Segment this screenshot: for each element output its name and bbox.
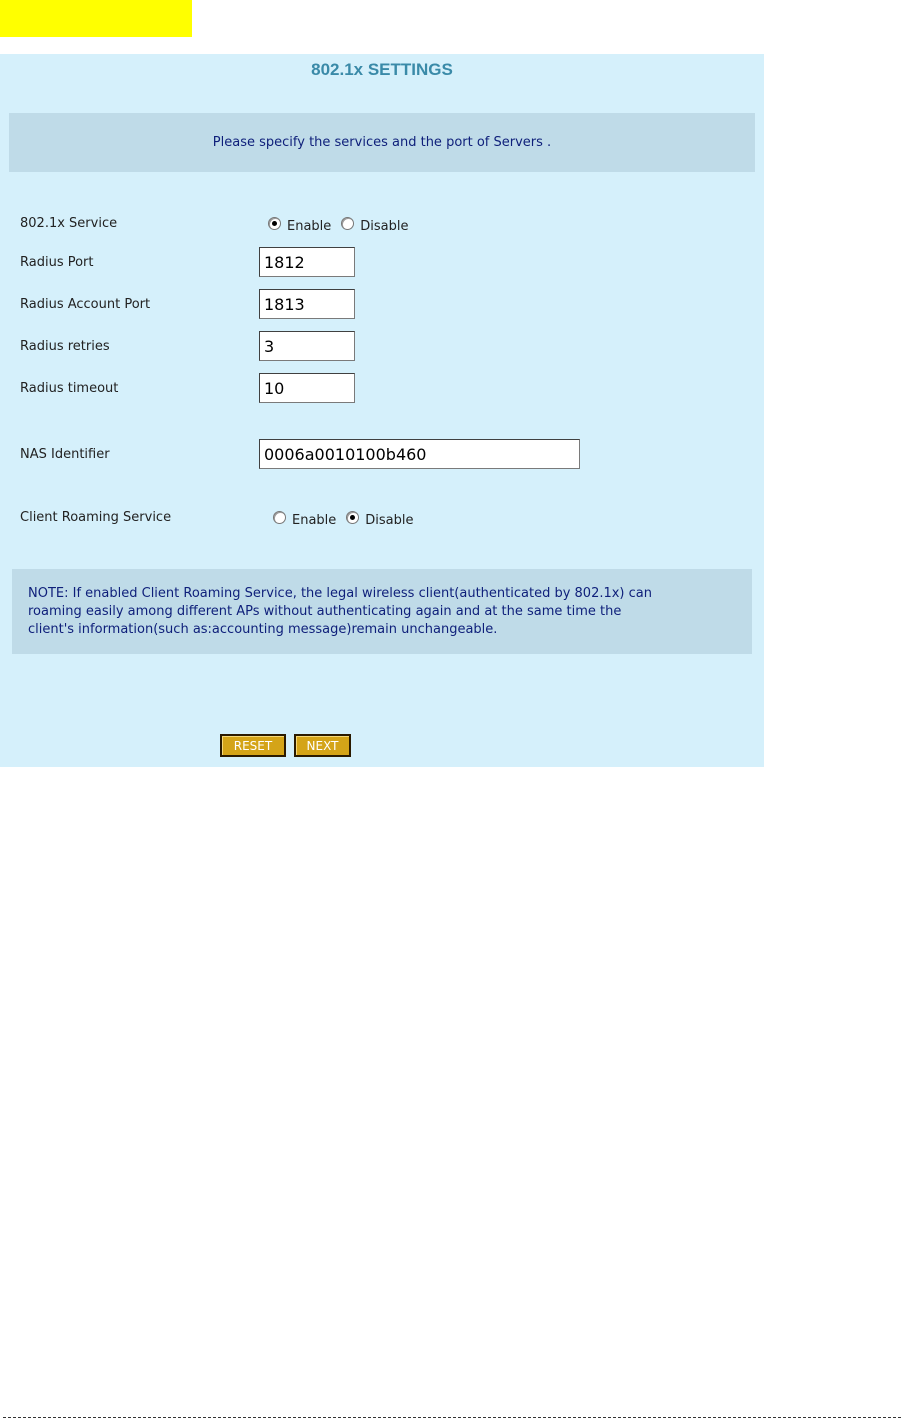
intro-text: Please specify the services and the port of Servers .	[212, 135, 552, 150]
note-line-1: NOTE: If enabled Client Roaming Service, the legal wireless client(authenticated by 802.1x) can	[28, 586, 652, 601]
nas-identifier-label: NAS Identifier	[20, 447, 110, 462]
radius-retries-label: Radius retries	[20, 339, 110, 354]
client-roaming-radio-group	[273, 510, 424, 528]
service-label: 802.1x Service	[20, 216, 118, 231]
roaming-disable-radio[interactable]	[346, 511, 359, 524]
intro-box	[9, 113, 755, 172]
radius-retries-input[interactable]	[259, 331, 355, 361]
radius-account-port-input[interactable]	[259, 289, 355, 319]
settings-panel	[0, 54, 764, 767]
roaming-enable-label: Enable	[292, 513, 337, 528]
page-title: 802.1x SETTINGS	[311, 60, 453, 79]
service-radio-group	[268, 216, 419, 234]
note-line-2: roaming easily among different APs without authenticating again and at the same time the	[28, 604, 622, 619]
next-button[interactable]: NEXT	[294, 734, 351, 757]
note-box	[12, 569, 752, 654]
radius-timeout-input[interactable]	[259, 373, 355, 403]
page-divider	[3, 1417, 901, 1418]
nas-identifier-input[interactable]	[259, 439, 580, 469]
roaming-enable-radio[interactable]	[273, 511, 286, 524]
note-line-3: client's information(such as:accounting message)remain unchangeable.	[28, 622, 498, 637]
radius-port-label: Radius Port	[20, 255, 94, 270]
radius-timeout-label: Radius timeout	[20, 381, 119, 396]
service-enable-label: Enable	[287, 219, 332, 234]
yellow-highlight	[0, 0, 192, 37]
reset-button[interactable]: RESET	[220, 734, 286, 757]
client-roaming-label: Client Roaming Service	[20, 510, 172, 525]
radius-port-input[interactable]	[259, 247, 355, 277]
radius-account-port-label: Radius Account Port	[20, 297, 151, 312]
roaming-disable-label: Disable	[365, 513, 414, 528]
service-disable-label: Disable	[360, 219, 409, 234]
service-disable-radio[interactable]	[341, 217, 354, 230]
service-enable-radio[interactable]	[268, 217, 281, 230]
